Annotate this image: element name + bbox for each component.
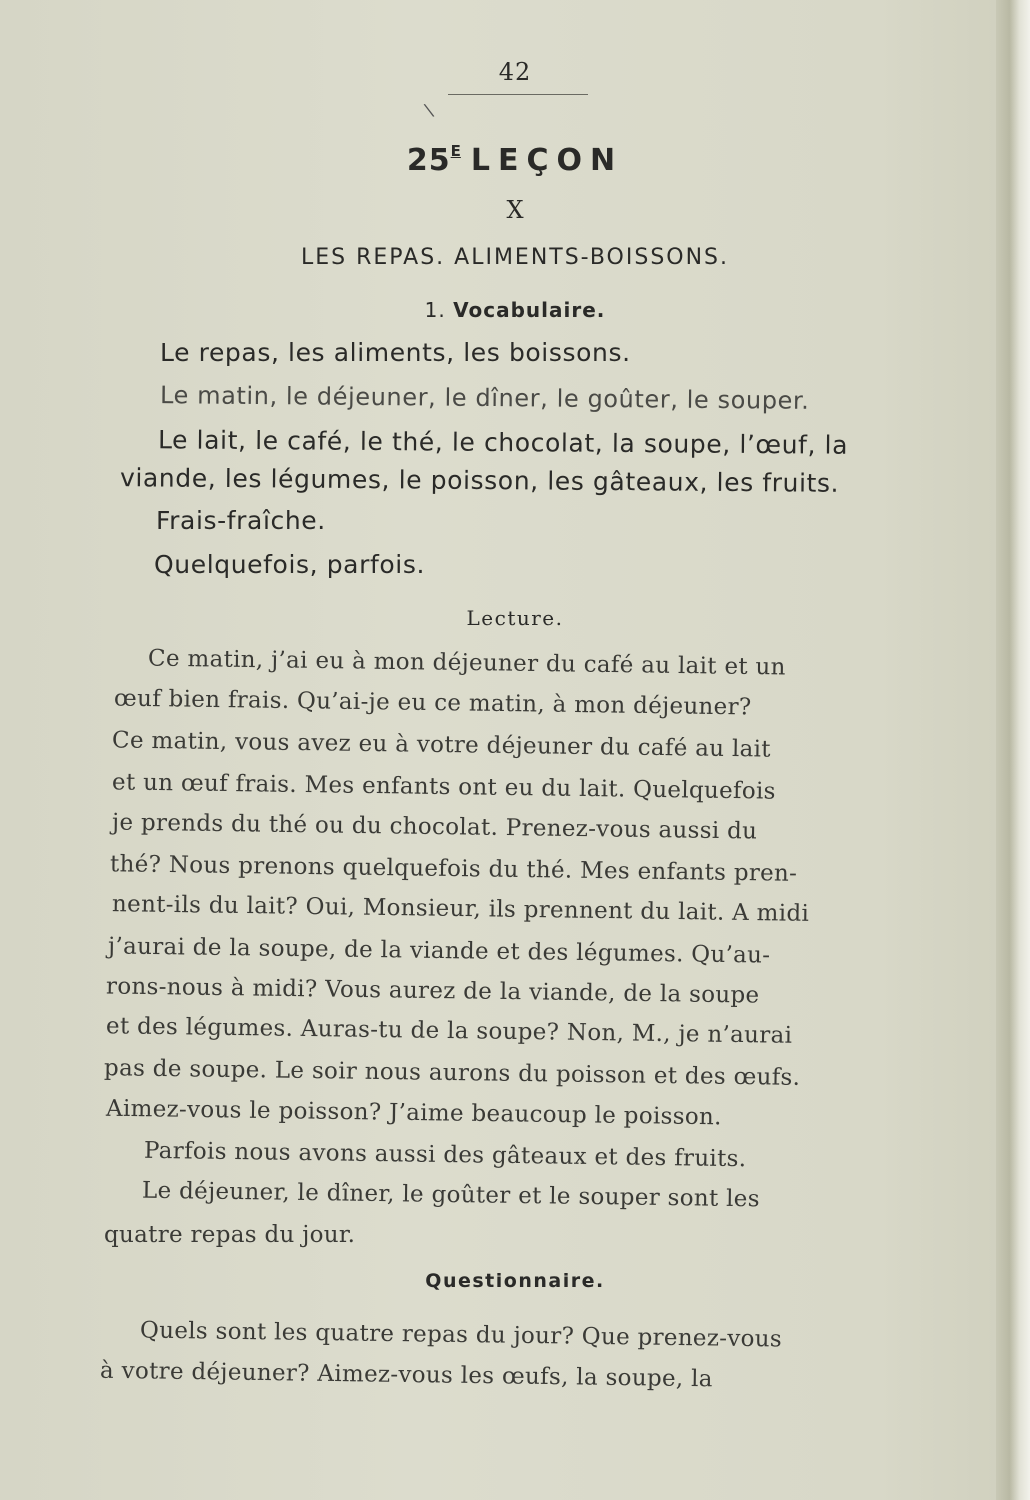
lesson-roman-numeral: X (506, 196, 524, 224)
pencil-mark-icon: \ (422, 99, 436, 122)
lesson-number: 25 (406, 143, 451, 178)
lesson-title (0, 142, 1030, 178)
lesson-superscript: E (450, 142, 461, 160)
reading-line: et un œuf frais. Mes enfants ont eu du lait. Quelquefois (111, 769, 776, 805)
reading-line: œuf bien frais. Qu’ai-je eu ce matin, à mon déjeuner? (113, 685, 752, 721)
vocabulaire-number: 1. (424, 298, 446, 322)
reading-line: j’aurai de la soupe, de la viande et des légumes. Qu’au- (107, 933, 771, 969)
reading-line: quatre repas du jour. (104, 1222, 356, 1248)
lecture-heading: Lecture. (466, 606, 564, 630)
reading-line: nent-ils du lait? Oui, Monsieur, ils prennent du lait. A midi (111, 891, 810, 927)
reading-line: je prends du thé ou du chocolat. Prenez-vous aussi du (111, 809, 758, 845)
lesson-subtitle: LES REPAS. ALIMENTS-BOISSONS. (300, 245, 730, 270)
reading-line: Le déjeuner, le dîner, le goûter et le souper sont les (141, 1177, 760, 1213)
page-number: 42 (498, 58, 532, 86)
reading-line: rons-nous à midi? Vous aurez de la viande, de la soupe (105, 973, 760, 1009)
vocab-line: Le repas, les aliments, les boissons. (160, 338, 631, 367)
reading-line: Ce matin, vous avez eu à votre déjeuner du café au lait (111, 727, 772, 763)
reading-line: pas de soupe. Le soir nous aurons du poisson et des œufs. (103, 1055, 801, 1091)
vocab-line: viande, les légumes, le poisson, les gâteaux, les fruits. (119, 463, 840, 498)
lesson-word: LEÇON (470, 143, 624, 178)
reading-line: Parfois nous avons aussi des gâteaux et des fruits. (143, 1137, 747, 1173)
reading-line: Aimez-vous le poisson? J’aime beaucoup le poisson. (105, 1095, 722, 1131)
vocabulaire-heading (0, 298, 1030, 322)
vocab-line: Le lait, le café, le thé, le chocolat, la soupe, l’œuf, la (157, 425, 849, 460)
questionnaire-heading: Questionnaire. (425, 1270, 605, 1292)
vocabulaire-title: Vocabulaire. (453, 298, 606, 322)
reading-line: Ce matin, j’ai eu à mon déjeuner du café au lait et un (147, 645, 786, 681)
vocab-line: Frais-fraîche. (156, 506, 326, 535)
reading-line: et des légumes. Auras-tu de la soupe? Non, M., je n’aurai (105, 1013, 793, 1049)
header-rule (448, 94, 588, 95)
reading-line: thé? Nous prenons quelquefois du thé. Mes enfants pren- (109, 851, 798, 887)
vocab-line: Le matin, le déjeuner, le dîner, le goûter, le souper. (159, 381, 810, 415)
question-line: à votre déjeuner? Aimez-vous les œufs, la soupe, la (99, 1357, 713, 1393)
vocab-line: Quelquefois, parfois. (154, 550, 425, 579)
question-line: Quels sont les quatre repas du jour? Que prenez-vous (139, 1317, 783, 1353)
